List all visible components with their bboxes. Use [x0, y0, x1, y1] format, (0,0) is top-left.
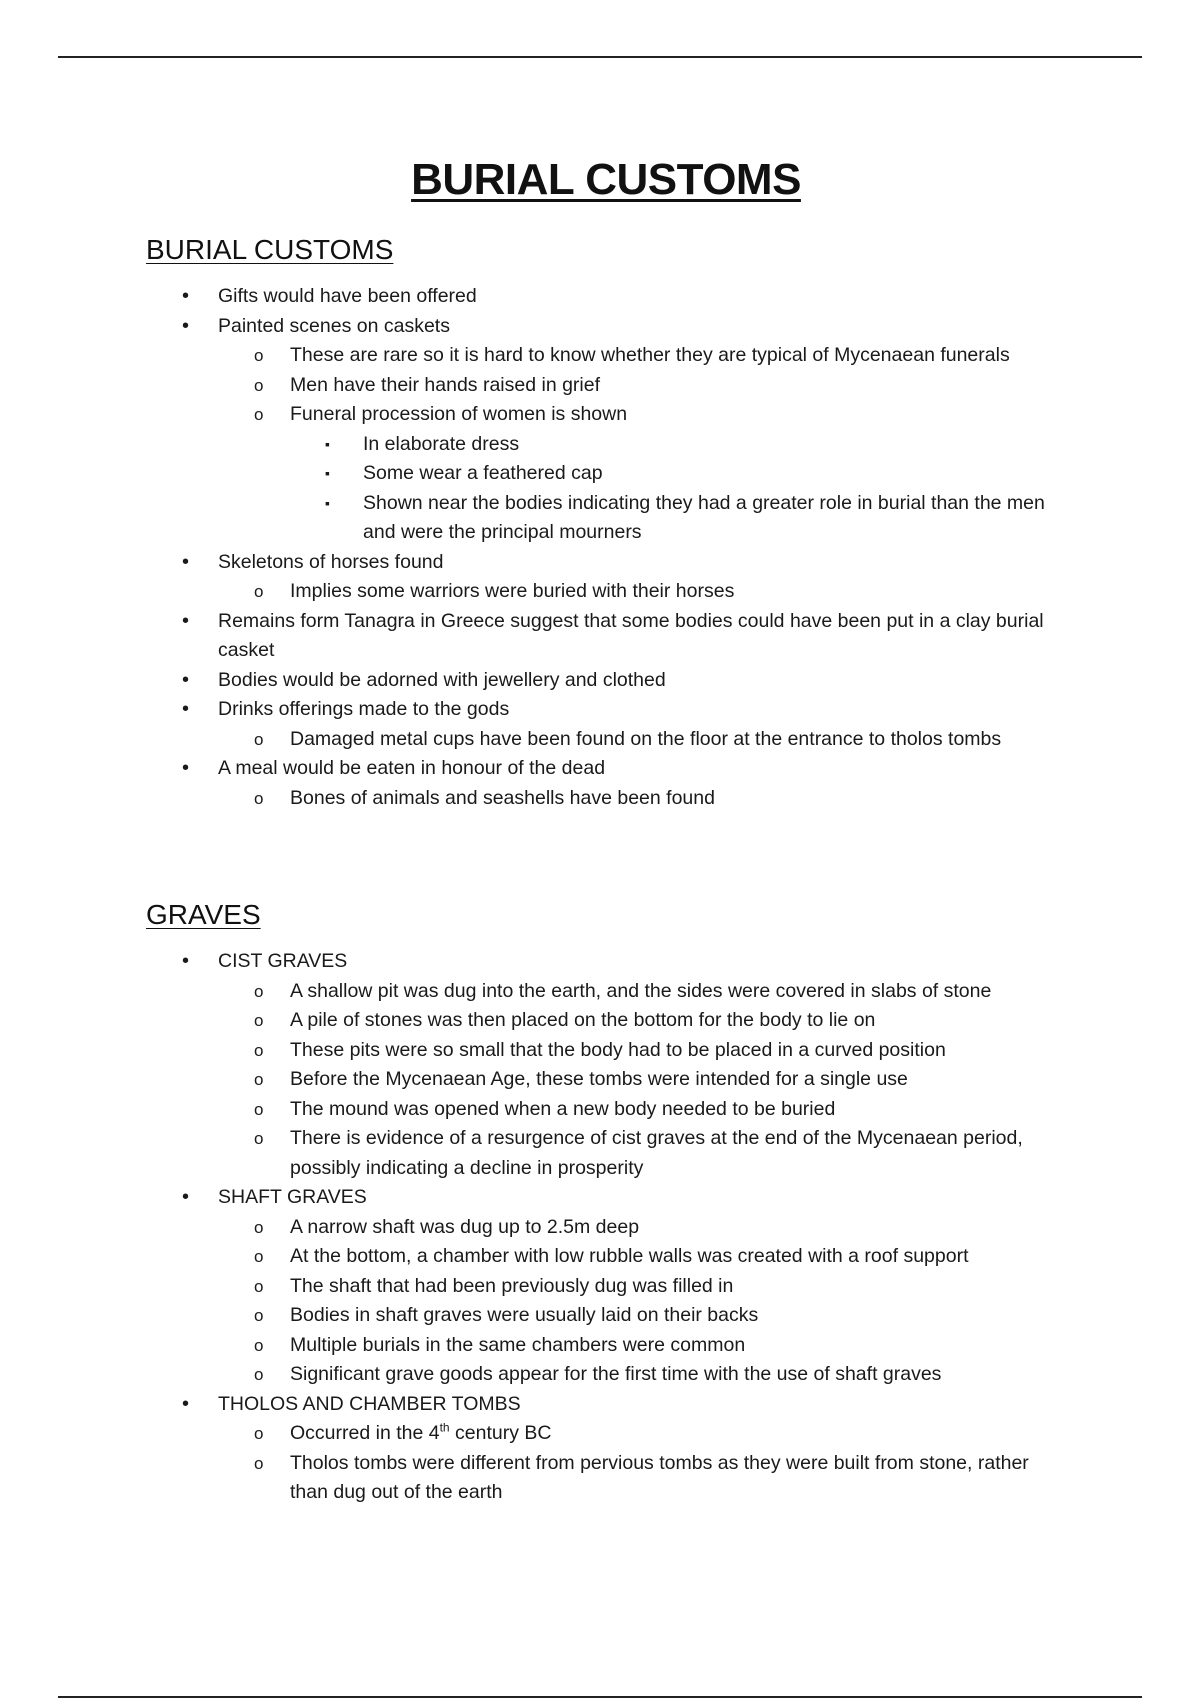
list-item: o Men have their hands raised in grief [218, 371, 1066, 401]
list-item: o A narrow shaft was dug up to 2.5m deep [218, 1213, 1066, 1243]
list-item: o The shaft that had been previously dug was filled in [218, 1272, 1066, 1302]
top-rule [58, 56, 1142, 58]
list-item: o Implies some warriors were buried with their horses [218, 577, 1066, 607]
bullet-circle: o [254, 1365, 264, 1384]
list-item: • A meal would be eaten in honour of the dead o Bones of animals and seashells have been found [146, 754, 1066, 813]
bullet-circle: o [254, 1453, 264, 1473]
list-item: • Painted scenes on caskets o These are rare so it is hard to know whether they are typical of Mycenaean funerals o Men have their hands raised in grief o Funeral procession of women is shown ▪ In elaborate dress ▪ Some wear a feathered cap ▪ Shown near the bodies indicating they had a greater role in burial than the men and were the principal mourners [146, 312, 1066, 548]
document-page [146, 150, 1066, 1508]
bullet-circle: o [254, 1217, 264, 1237]
bullet-circle: o [254, 375, 264, 395]
graves-list [146, 947, 1066, 1508]
bullet-square: ▪ [325, 435, 330, 452]
bullet-circle: o [254, 405, 264, 424]
sub-list [218, 977, 1066, 1184]
sub-list [218, 341, 1066, 548]
bullet-circle: o [254, 1335, 264, 1355]
bullet-circle: o [254, 582, 264, 601]
bullet-circle: o [254, 1011, 264, 1030]
list-item: o Tholos tombs were different from pervious tombs as they were built from stone, rather than dug out of the earth [218, 1449, 1066, 1508]
document-title: BURIAL CUSTOMS [411, 155, 801, 204]
bullet-circle: o [254, 1247, 264, 1266]
list-item: o Damaged metal cups have been found on the floor at the entrance to tholos tombs [218, 725, 1066, 755]
sub-list [218, 1213, 1066, 1390]
bullet-circle: o [254, 1070, 264, 1089]
bullet-circle: o [254, 1040, 264, 1060]
sub-list [218, 577, 1066, 607]
bullet-disc: • [182, 609, 190, 632]
list-item: o A shallow pit was dug into the earth, and the sides were covered in slabs of stone [218, 977, 1066, 1007]
list-item: ▪ Shown near the bodies indicating they had a greater role in burial than the men and were the principal mourners [290, 489, 1066, 548]
bullet-circle: o [254, 1129, 264, 1148]
list-item: o At the bottom, a chamber with low rubble walls was created with a roof support [218, 1242, 1066, 1272]
bullet-circle: o [254, 1276, 264, 1296]
list-item: • Gifts would have been offered [146, 282, 1066, 312]
list-item: o A pile of stones was then placed on the bottom for the body to lie on [218, 1006, 1066, 1036]
bullet-circle: o [254, 346, 264, 365]
list-item: ▪ Some wear a feathered cap [290, 459, 1066, 489]
bullet-circle: o [254, 1424, 264, 1443]
sub-sub-list [290, 430, 1066, 548]
burial-customs-list [146, 282, 1066, 813]
list-item: o These pits were so small that the body had to be placed in a curved position [218, 1036, 1066, 1066]
sub-list [218, 1419, 1066, 1508]
bullet-disc: • [182, 757, 190, 779]
list-item: o Bodies in shaft graves were usually laid on their backs [218, 1301, 1066, 1331]
bullet-square: ▪ [325, 494, 330, 511]
list-item: o Significant grave goods appear for the first time with the use of shaft graves [218, 1360, 1066, 1390]
list-item: o Funeral procession of women is shown ▪ In elaborate dress ▪ Some wear a feathered cap ▪ Shown near the bodies indicating they had a greater role in burial than the men and were the principal mourners [218, 400, 1066, 548]
bullet-circle: o [254, 1306, 264, 1325]
list-item: ▪ In elaborate dress [290, 430, 1066, 460]
bottom-rule [58, 1696, 1142, 1698]
list-item: o Multiple burials in the same chambers were common [218, 1331, 1066, 1361]
list-item: • CIST GRAVES o A shallow pit was dug into the earth, and the sides were covered in slabs of stone o A pile of stones was then placed on the bottom for the body to lie on o These pits were so small that the body had to be placed in a curved position o Before the Mycenaean Age, these tombs were intended for a single use o The mound was opened when a new body needed to be buried o There is evidence of a resurgence of cist graves at the end of the Mycenaean period, possibly indicating a decline in prosperity [146, 947, 1066, 1183]
list-item: • THOLOS AND CHAMBER TOMBS o Occurred in the 4th century BC o Tholos tombs were different from pervious tombs as they were built from stone, rather than dug out of the earth [146, 1390, 1066, 1508]
bullet-disc: • [182, 285, 190, 307]
bullet-disc: • [182, 1186, 190, 1208]
list-item: • Drinks offerings made to the gods o Damaged metal cups have been found on the floor at the entrance to tholos tombs [146, 695, 1066, 754]
list-item: • Bodies would be adorned with jewellery and clothed [146, 666, 1066, 696]
section-heading-graves: GRAVES [146, 899, 261, 930]
bullet-circle: o [254, 1099, 264, 1119]
list-item: o The mound was opened when a new body needed to be buried [218, 1095, 1066, 1125]
list-item: o Bones of animals and seashells have been found [218, 784, 1066, 814]
bullet-circle: o [254, 981, 264, 1001]
list-item: o There is evidence of a resurgence of cist graves at the end of the Mycenaean period, possibly indicating a decline in prosperity [218, 1124, 1066, 1183]
sub-list [218, 725, 1066, 755]
bullet-disc: • [182, 550, 190, 573]
bullet-disc: • [182, 668, 190, 691]
bullet-disc: • [182, 950, 190, 972]
list-item: o Occurred in the 4th century BC [218, 1419, 1066, 1449]
superscript-th: th [439, 1420, 450, 1435]
list-item: • Remains form Tanagra in Greece suggest that some bodies could have been put in a clay burial casket [146, 607, 1066, 666]
section-heading-burial-customs: BURIAL CUSTOMS [146, 234, 394, 265]
list-item: • Skeletons of horses found o Implies some warriors were buried with their horses [146, 548, 1066, 607]
bullet-disc: • [182, 698, 190, 720]
list-item: o These are rare so it is hard to know whether they are typical of Mycenaean funerals [218, 341, 1066, 371]
list-item: • SHAFT GRAVES o A narrow shaft was dug up to 2.5m deep o At the bottom, a chamber with low rubble walls was created with a roof support o The shaft that had been previously dug was filled in o Bodies in shaft graves were usually laid on their backs o Multiple burials in the same chambers were common o Significant grave goods appear for the first time with the use of shaft graves [146, 1183, 1066, 1390]
bullet-disc: • [182, 314, 190, 337]
bullet-circle: o [254, 729, 264, 749]
bullet-circle: o [254, 788, 264, 808]
sub-list [218, 784, 1066, 814]
bullet-square: ▪ [325, 465, 330, 481]
bullet-disc: • [182, 1392, 190, 1415]
list-item: o Before the Mycenaean Age, these tombs were intended for a single use [218, 1065, 1066, 1095]
